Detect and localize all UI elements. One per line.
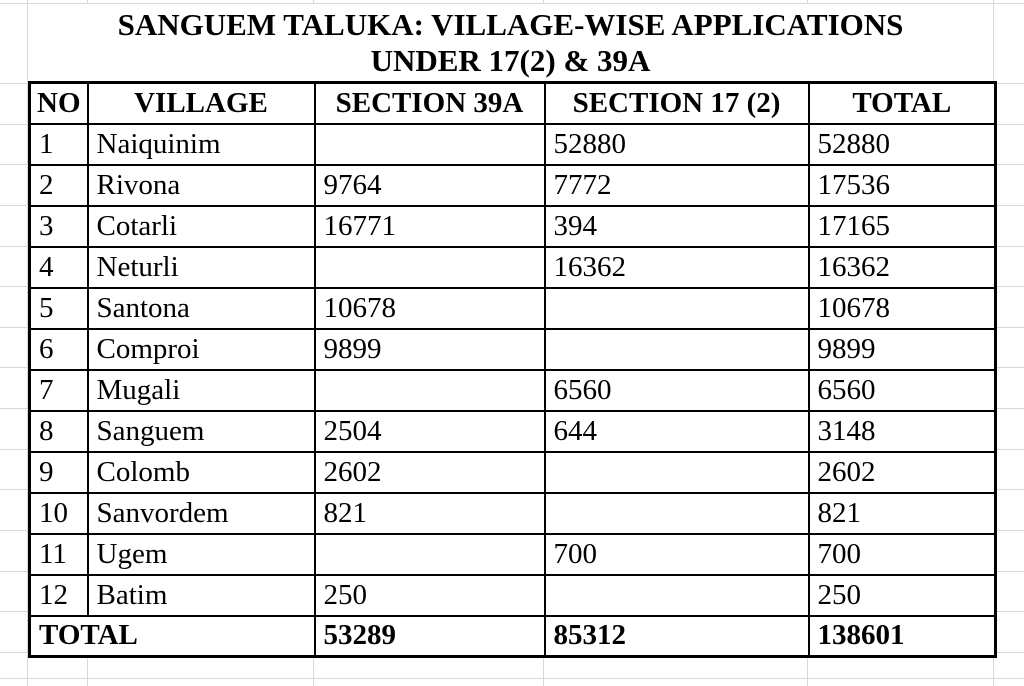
cell-section39a[interactable] (315, 124, 545, 165)
cell-total[interactable]: 52880 (809, 124, 996, 165)
cell-total[interactable]: 700 (809, 534, 996, 575)
cell-total[interactable]: 6560 (809, 370, 996, 411)
cell-section17[interactable]: 16362 (545, 247, 809, 288)
cell-village[interactable]: Colomb (88, 452, 315, 493)
cell-total[interactable]: 16362 (809, 247, 996, 288)
total-section17-cell[interactable]: 85312 (545, 616, 809, 657)
sheet-title-line2: UNDER 17(2) & 39A (370, 43, 651, 78)
cell-no[interactable]: 2 (30, 165, 88, 206)
cell-section39a[interactable]: 2602 (315, 452, 545, 493)
table-row (30, 124, 996, 165)
cell-no[interactable]: 4 (30, 247, 88, 288)
table-row (30, 534, 996, 575)
total-label-cell[interactable]: TOTAL (30, 616, 315, 657)
cell-village[interactable]: Rivona (88, 165, 315, 206)
cell-total[interactable]: 2602 (809, 452, 996, 493)
column-header-no[interactable]: NO (30, 83, 88, 124)
cell-total[interactable]: 10678 (809, 288, 996, 329)
sheet-title-line1: SANGUEM TALUKA: VILLAGE-WISE APPLICATIONS (117, 7, 904, 42)
cell-section39a[interactable]: 821 (315, 493, 545, 534)
cell-section17[interactable] (545, 288, 809, 329)
cell-section17[interactable]: 7772 (545, 165, 809, 206)
cell-section17[interactable]: 394 (545, 206, 809, 247)
header-row (30, 83, 996, 124)
cell-no[interactable]: 3 (30, 206, 88, 247)
table-row (30, 247, 996, 288)
cell-village[interactable]: Mugali (88, 370, 315, 411)
cell-total[interactable]: 250 (809, 575, 996, 616)
cell-section39a[interactable]: 9899 (315, 329, 545, 370)
table-row (30, 575, 996, 616)
table-row (30, 206, 996, 247)
cell-total[interactable]: 9899 (809, 329, 996, 370)
table-row (30, 411, 996, 452)
table-row (30, 288, 996, 329)
cell-total[interactable]: 17536 (809, 165, 996, 206)
column-header-total[interactable]: TOTAL (809, 83, 996, 124)
cell-total[interactable]: 17165 (809, 206, 996, 247)
cell-no[interactable]: 6 (30, 329, 88, 370)
cell-section39a[interactable]: 10678 (315, 288, 545, 329)
table-row (30, 165, 996, 206)
cell-section17[interactable] (545, 493, 809, 534)
cell-village[interactable]: Ugem (88, 534, 315, 575)
cell-section17[interactable]: 700 (545, 534, 809, 575)
column-header-section39a[interactable]: SECTION 39A (315, 83, 545, 124)
cell-section39a[interactable]: 9764 (315, 165, 545, 206)
applications-table (28, 81, 994, 654)
total-section39a-cell[interactable]: 53289 (315, 616, 545, 657)
cell-total[interactable]: 3148 (809, 411, 996, 452)
cell-village[interactable]: Neturli (88, 247, 315, 288)
cell-section39a[interactable] (315, 247, 545, 288)
total-row (30, 616, 996, 657)
cell-no[interactable]: 1 (30, 124, 88, 165)
cell-section39a[interactable]: 2504 (315, 411, 545, 452)
cell-section17[interactable] (545, 329, 809, 370)
cell-village[interactable]: Sanvordem (88, 493, 315, 534)
cell-village[interactable]: Comproi (88, 329, 315, 370)
table-row (30, 370, 996, 411)
cell-no[interactable]: 10 (30, 493, 88, 534)
cell-no[interactable]: 11 (30, 534, 88, 575)
cell-no[interactable]: 9 (30, 452, 88, 493)
cell-no[interactable]: 5 (30, 288, 88, 329)
cell-total[interactable]: 821 (809, 493, 996, 534)
cell-section39a[interactable]: 250 (315, 575, 545, 616)
column-header-village[interactable]: VILLAGE (88, 83, 315, 124)
cell-section39a[interactable] (315, 370, 545, 411)
total-total-cell[interactable]: 138601 (809, 616, 996, 657)
cell-section17[interactable] (545, 575, 809, 616)
cell-village[interactable]: Santona (88, 288, 315, 329)
cell-village[interactable]: Sanguem (88, 411, 315, 452)
cell-section39a[interactable]: 16771 (315, 206, 545, 247)
cell-section17[interactable]: 644 (545, 411, 809, 452)
column-header-section17[interactable]: SECTION 17 (2) (545, 83, 809, 124)
cell-village[interactable]: Naiquinim (88, 124, 315, 165)
gridline-row (0, 678, 1024, 679)
cell-no[interactable]: 8 (30, 411, 88, 452)
table-row (30, 329, 996, 370)
cell-village[interactable]: Cotarli (88, 206, 315, 247)
table-row (30, 452, 996, 493)
cell-section17[interactable] (545, 452, 809, 493)
sheet-title[interactable] (28, 4, 993, 82)
table-row (30, 493, 996, 534)
cell-section39a[interactable] (315, 534, 545, 575)
cell-section17[interactable]: 6560 (545, 370, 809, 411)
cell-section17[interactable]: 52880 (545, 124, 809, 165)
cell-village[interactable]: Batim (88, 575, 315, 616)
cell-no[interactable]: 12 (30, 575, 88, 616)
cell-no[interactable]: 7 (30, 370, 88, 411)
